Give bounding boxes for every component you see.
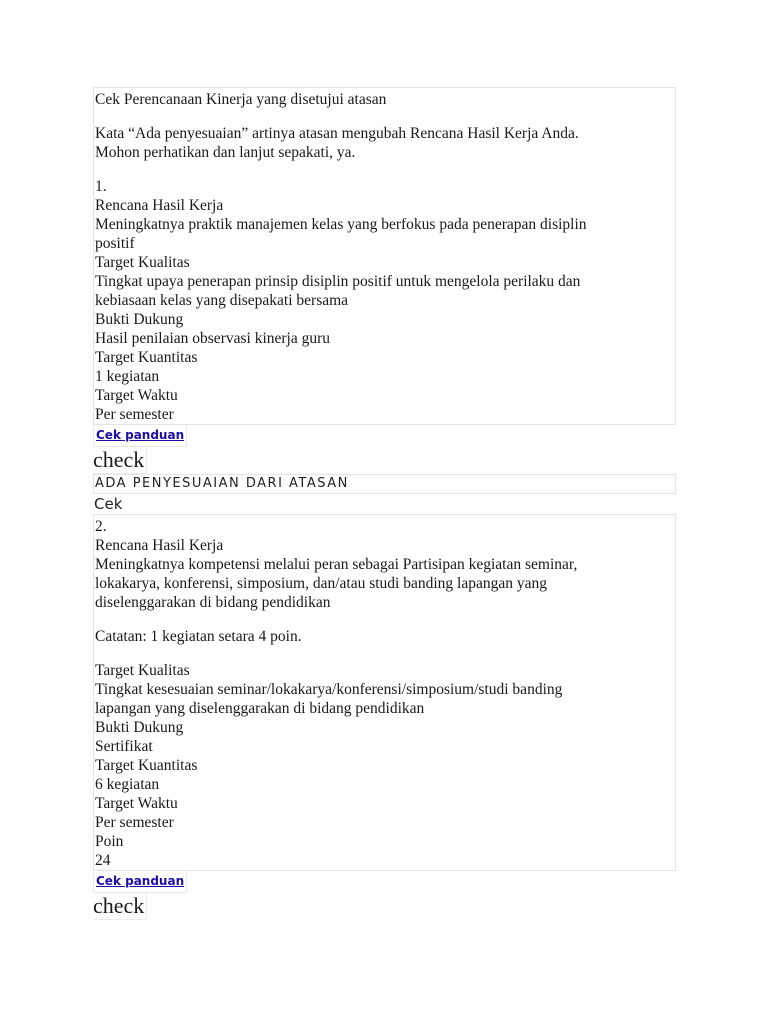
cek-panduan-link[interactable]: Cek panduan	[96, 874, 185, 888]
cek-panduan-link[interactable]: Cek panduan	[96, 428, 185, 442]
info-note-line-2: Mohon perhatikan dan lanjut sepakati, ya.	[95, 144, 356, 161]
guide-link-cell	[93, 425, 187, 447]
evidence-label: Bukti Dukung	[95, 311, 184, 328]
quantity-value: 1 kegiatan	[95, 368, 160, 385]
points-value: 24	[95, 852, 111, 869]
quantity-value: 6 kegiatan	[95, 776, 160, 793]
evidence-value: Hasil penilaian observasi kinerja guru	[95, 330, 331, 347]
quality-label: Target Kualitas	[95, 662, 190, 679]
check-label[interactable]: check	[93, 893, 147, 920]
item-number: 2.	[95, 518, 107, 535]
item-number: 1.	[95, 178, 107, 195]
cek-button[interactable]: Cek	[94, 495, 123, 513]
rhk-text-line-3: diselenggarakan di bidang pendidikan	[95, 594, 331, 611]
time-label: Target Waktu	[95, 795, 178, 812]
points-note: Catatan: 1 kegiatan setara 4 poin.	[95, 628, 302, 645]
time-value: Per semester	[95, 814, 174, 831]
rhk-label: Rencana Hasil Kerja	[95, 537, 224, 554]
quality-text-line-2: kebiasaan kelas yang disepakati bersama	[95, 292, 349, 309]
rhk-label: Rencana Hasil Kerja	[95, 197, 224, 214]
check-label[interactable]: check	[93, 447, 147, 474]
points-label: Poin	[95, 833, 124, 850]
item-1-card	[93, 87, 676, 425]
quality-text-line-1: Tingkat kesesuaian seminar/lokakarya/konferensi/simposium/studi banding	[95, 681, 563, 698]
info-note-line-1: Kata “Ada penyesuaian” artinya atasan mengubah Rencana Hasil Kerja Anda.	[95, 125, 579, 142]
rhk-text-line-1: Meningkatnya praktik manajemen kelas yang berfokus pada penerapan disiplin	[95, 216, 587, 233]
evidence-label: Bukti Dukung	[95, 719, 184, 736]
item-2-card	[93, 514, 676, 871]
quality-label: Target Kualitas	[95, 254, 190, 271]
evidence-value: Sertifikat	[95, 738, 153, 755]
guide-link-cell	[93, 871, 187, 893]
quality-text-line-1: Tingkat upaya penerapan prinsip disiplin positif untuk mengelola perilaku dan	[95, 273, 581, 290]
page-title: Cek Perencanaan Kinerja yang disetujui atasan	[95, 91, 387, 108]
performance-plan-page	[93, 87, 676, 920]
rhk-text-line-2: lokakarya, konferensi, simposium, dan/atau studi banding lapangan yang	[95, 575, 547, 592]
quantity-label: Target Kuantitas	[95, 757, 198, 774]
quantity-label: Target Kuantitas	[95, 349, 198, 366]
rhk-text-line-2: positif	[95, 235, 135, 252]
quality-text-line-2: lapangan yang diselenggarakan di bidang pendidikan	[95, 700, 425, 717]
adjustment-status-badge: ADA PENYESUAIAN DARI ATASAN	[93, 474, 676, 494]
time-label: Target Waktu	[95, 387, 178, 404]
time-value: Per semester	[95, 406, 174, 423]
rhk-text-line-1: Meningkatnya kompetensi melalui peran sebagai Partisipan kegiatan seminar,	[95, 556, 578, 573]
